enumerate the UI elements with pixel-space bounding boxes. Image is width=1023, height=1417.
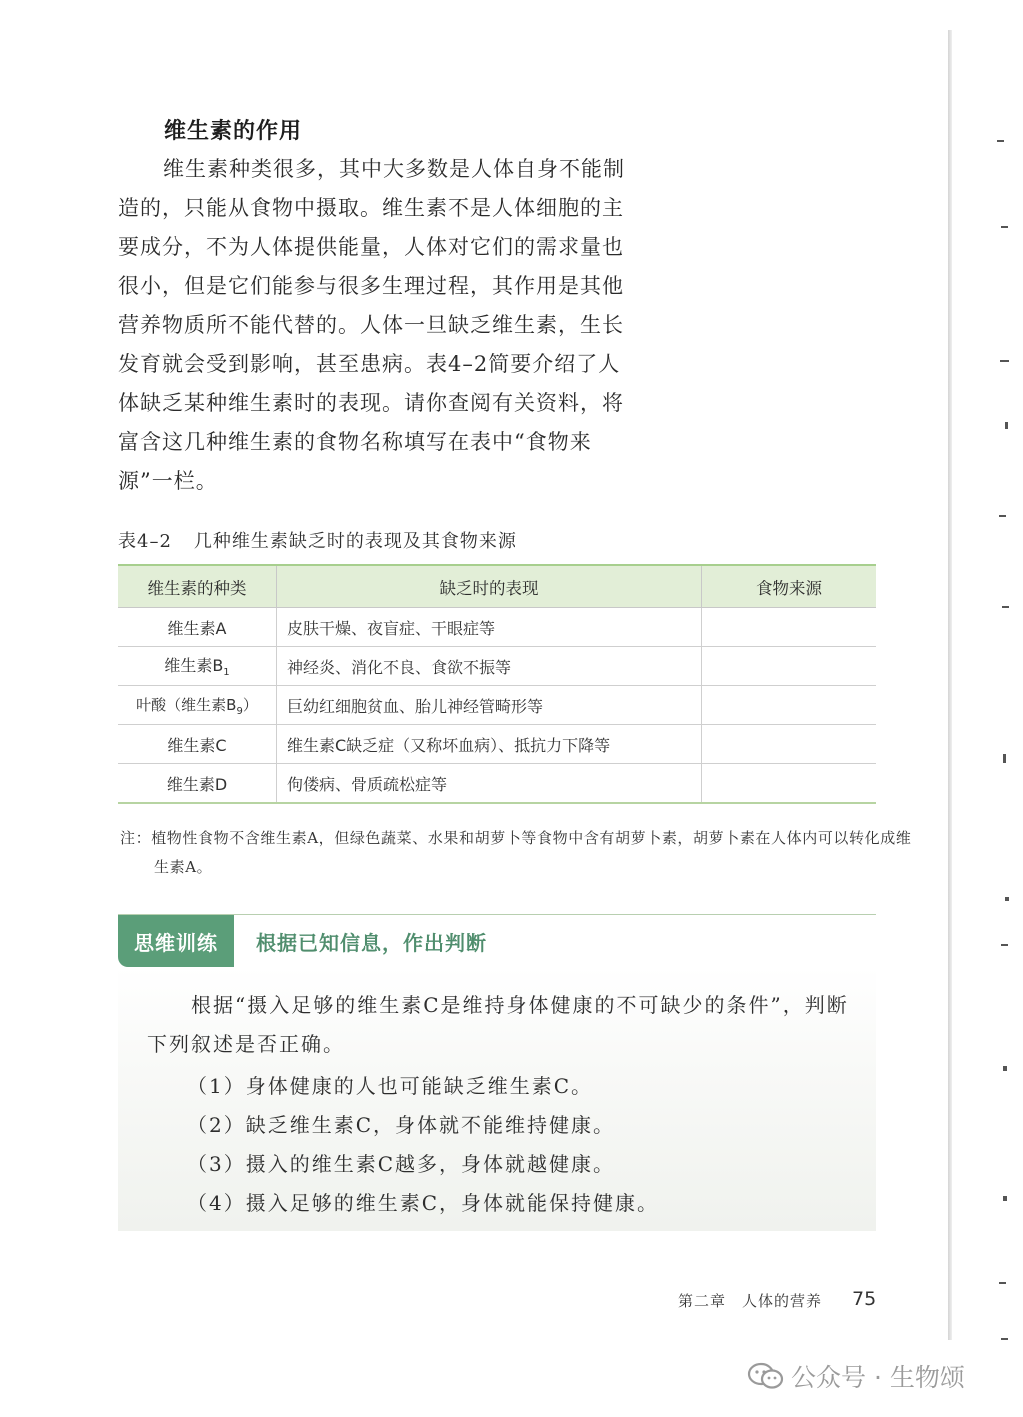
- page-edge-marks: [985, 0, 1015, 1417]
- food-source-cell[interactable]: [702, 608, 877, 647]
- thinking-training-tag: 思维训练: [118, 915, 234, 967]
- table-row: [118, 608, 876, 647]
- watermark-text: 公众号 · 生物颂: [791, 1363, 965, 1392]
- vitamin-name-cell: 维生素C: [118, 725, 277, 764]
- question-item: （3）摄入的维生素C越多，身体就越健康。: [187, 1152, 616, 1176]
- symptom-cell: 维生素C缺乏症（又称坏血病）、抵抗力下降等: [277, 725, 702, 764]
- table-row: [118, 647, 876, 686]
- vitamin-name-cell: 叶酸（维生素$B_9$）: [118, 686, 277, 725]
- footer-chapter: [678, 1290, 822, 1311]
- symptom-cell: 巨幼红细胞贫血、胎儿神经管畸形等: [277, 686, 702, 725]
- thinking-intro: 根据“摄入足够的维生素C是维持身体健康的不可缺少的条件”，判断下列叙述是否正确。: [147, 993, 849, 1056]
- question-item: （4）摄入足够的维生素C，身体就能保持健康。: [187, 1191, 660, 1215]
- table-row: [118, 686, 876, 725]
- question-item: （1）身体健康的人也可能缺乏维生素C。: [187, 1074, 594, 1098]
- section-heading: 维生素的作用: [164, 119, 303, 144]
- page-number: 75: [852, 1288, 877, 1310]
- wechat-icon: [747, 1362, 785, 1390]
- header-vitamin-type: 维生素的种类: [118, 565, 277, 608]
- vitamin-table: [118, 564, 876, 804]
- food-source-cell[interactable]: [702, 647, 877, 686]
- table-row: [118, 725, 876, 764]
- table-row: [118, 764, 876, 804]
- vitamin-name-cell: 维生素D: [166, 774, 228, 794]
- watermark: [747, 1358, 965, 1394]
- table-caption-number: 表4–2: [118, 531, 172, 552]
- symptom-cell: 神经炎、消化不良、食欲不振等: [277, 647, 702, 686]
- thinking-training-title: 根据已知信息，作出判断: [256, 931, 487, 955]
- page-spine-shadow: [948, 30, 952, 1340]
- symptom-cell: 皮肤干燥、夜盲症、干眼症等: [277, 608, 702, 647]
- table-note: 注：植物性食物不含维生素A，但绿色蔬菜、水果和胡萝卜等食物中含有胡萝卜素，胡萝卜素在人体内可以转化成维生素A。: [120, 829, 912, 876]
- footer-chapter-title: 人体的营养: [742, 1292, 823, 1310]
- food-source-cell[interactable]: [702, 764, 877, 804]
- food-source-cell[interactable]: [702, 725, 877, 764]
- table-header-row: [118, 565, 876, 608]
- food-source-cell[interactable]: [702, 686, 877, 725]
- table-caption-text: 几种维生素缺乏时的表现及其食物来源: [193, 531, 517, 552]
- table-caption: [118, 527, 517, 553]
- header-deficiency-symptoms: 缺乏时的表现: [277, 565, 702, 608]
- thinking-training-header: [118, 914, 876, 968]
- vitamin-name-cell: 维生素$B_1$: [118, 647, 277, 686]
- header-food-source: 食物来源: [702, 565, 877, 608]
- vitamin-name-cell: 维生素A: [118, 608, 277, 647]
- footer-chapter-number: 第二章: [678, 1292, 727, 1310]
- body-paragraph: 维生素种类很多，其中大多数是人体自身不能制造的，只能从食物中摄取。维生素不是人体细胞的主要成分，不为人体提供能量，人体对它们的需求量也很小，但是它们能参与很多生理过程，其作用是其他营养物质所不能代替的。人体一旦缺乏维生素，生长发育就会受到影响，甚至患病。表4–2简要介绍了人体缺乏某种维生素时的表现。请你查阅有关资料，将富含这几种维生素的食物名称填写在表中“食物来源”一栏。: [118, 157, 625, 493]
- symptom-cell: 佝偻病、骨质疏松症等: [277, 764, 702, 804]
- question-item: （2）缺乏维生素C，身体就不能维持健康。: [187, 1113, 616, 1137]
